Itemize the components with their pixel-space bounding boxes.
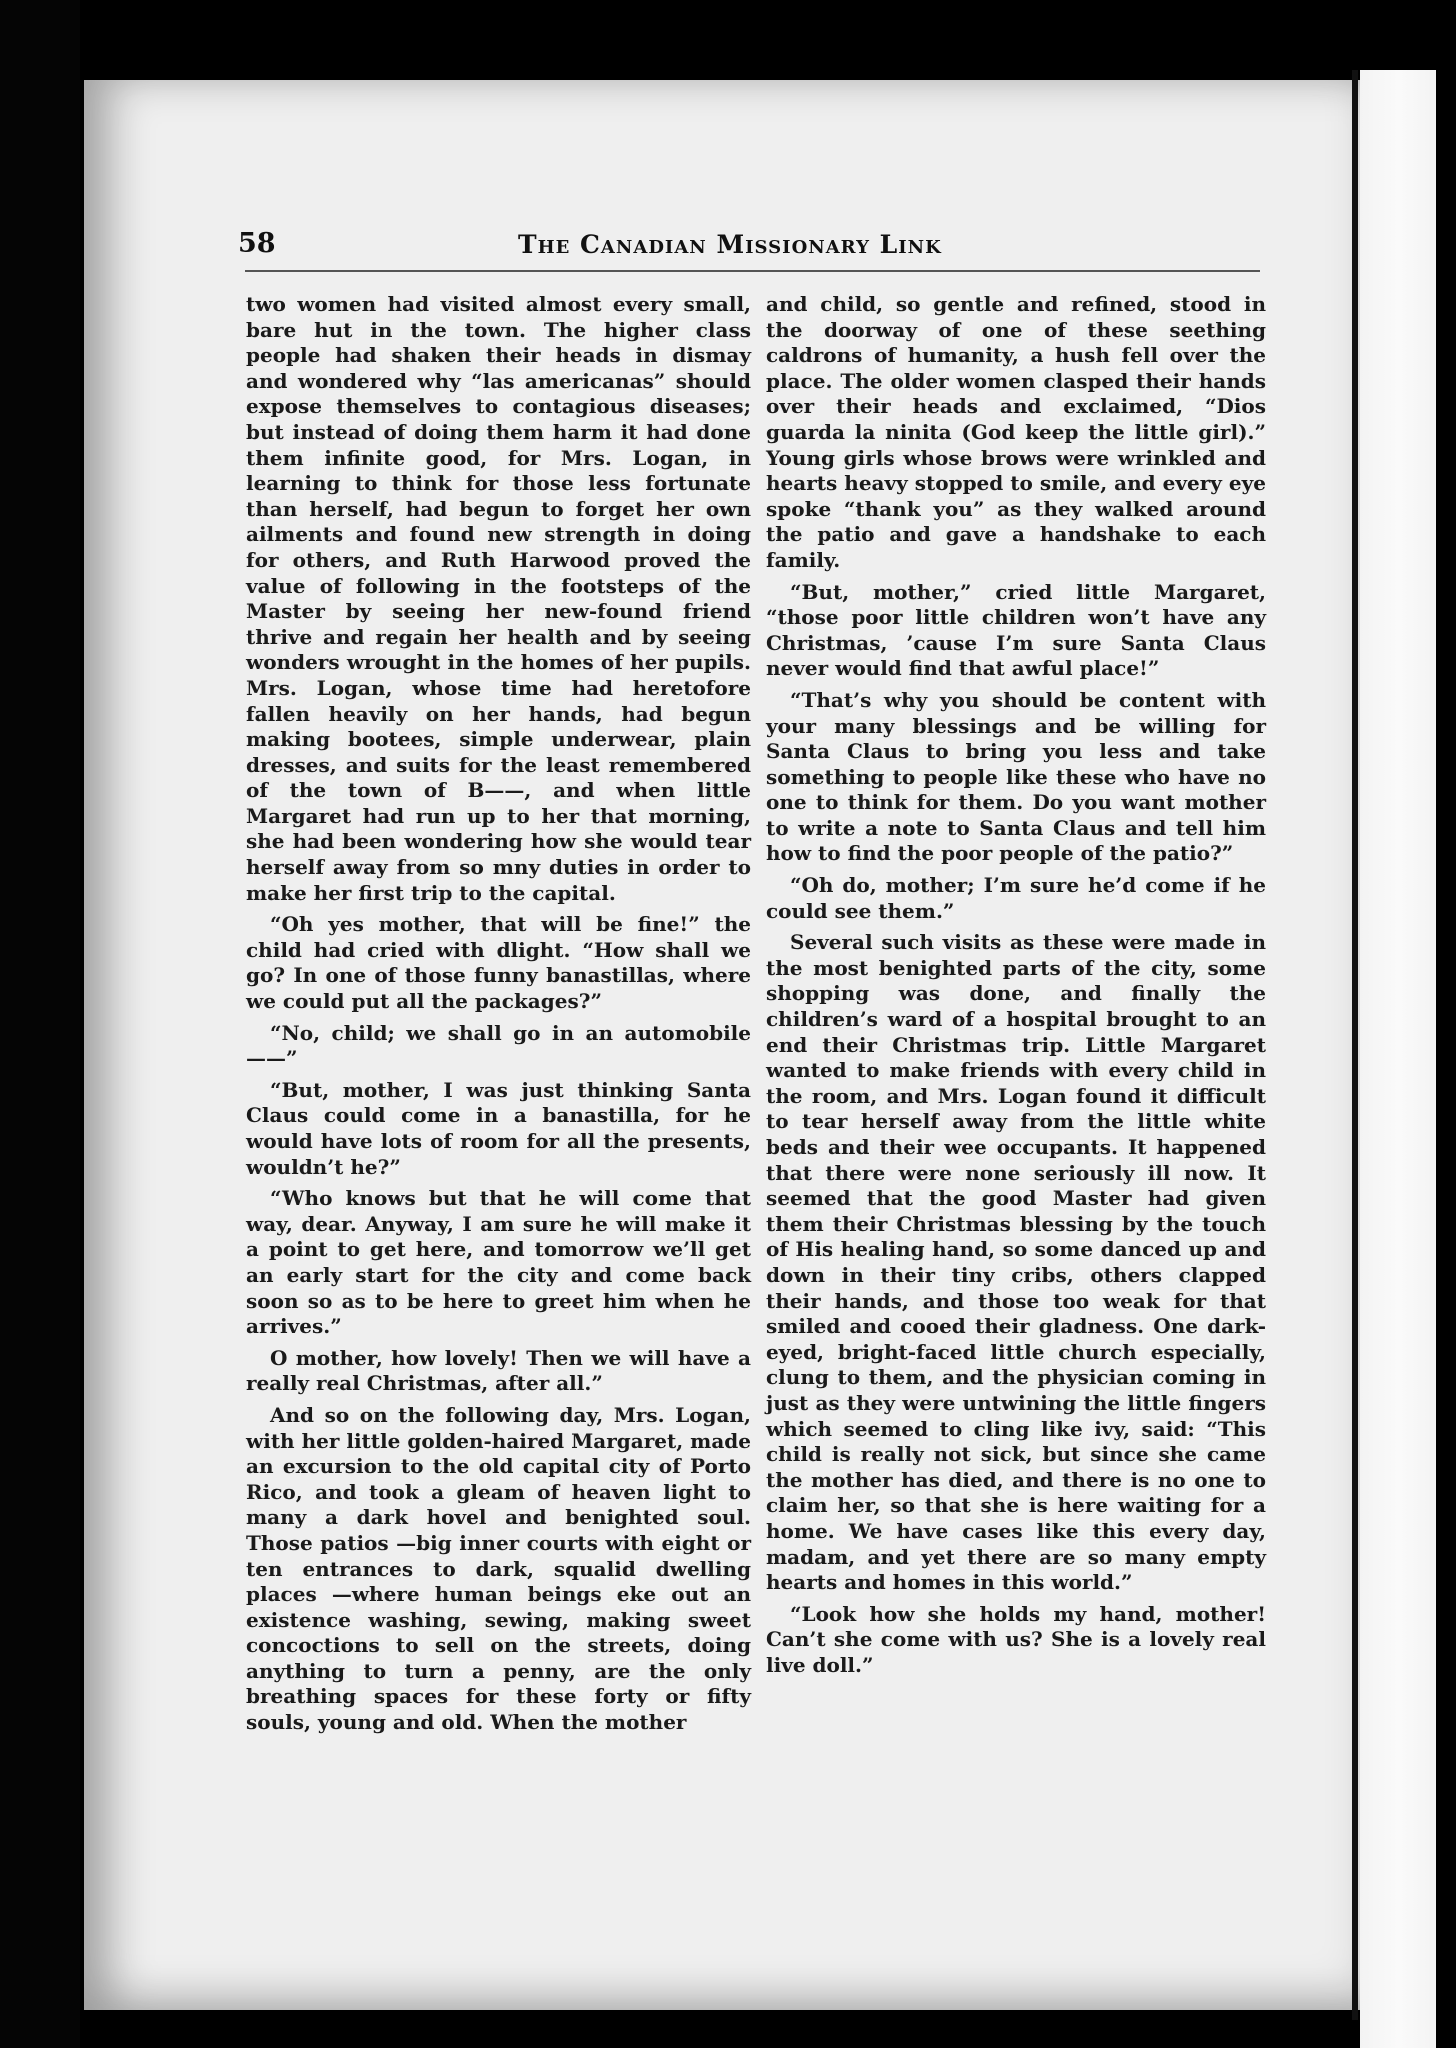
scan-border bbox=[1436, 70, 1456, 2048]
paragraph: “But, mother, I was just thinking Santa Claus could come in a banastilla, for he would have lots of room for all the presents, wouldn’t he?” bbox=[246, 1077, 751, 1179]
page-number: 58 bbox=[238, 228, 276, 259]
page-gutter-line bbox=[1352, 70, 1358, 2020]
paragraph: And so on the following day, Mrs. Logan, with her little golden-haired Margaret, made an excursion to the old capital city of Porto Rico, and took a gleam of heaven light to many a dark hovel and benighted soul. Those patios —big inner courts with eight or ten entrances to dark, squalid dwelling places —where human beings eke out an existence washing, sewing, making sweet concoctions to sell on the streets, doing anything to turn a penny, are the only breathing spaces for these forty or fifty souls, young and old. When the mother bbox=[246, 1402, 751, 1735]
paragraph: “But, mother,” cried little Margaret, “those poor little children won’t have any Christmas, ’cause I’m sure Santa Claus never would find that awful place!” bbox=[766, 579, 1266, 681]
book-spine-shadow bbox=[0, 0, 80, 2048]
paragraph: “Oh yes mother, that will be fine!” the child had cried with dlight. “How shall we go? In one of those funny banastillas, where we could put all the packages?” bbox=[246, 912, 751, 1014]
paragraph: “That’s why you should be content with your many blessings and be willing for Santa Claus to bring you less and take something to people like these who have no one to think for them. Do you want mother to write a note to Santa Claus and tell him how to find the poor people of the patio?” bbox=[766, 687, 1266, 866]
paragraph: “Oh do, mother; I’m sure he’d come if he could see them.” bbox=[766, 873, 1266, 923]
paragraph: “Who knows but that he will come that way, dear. Anyway, I am sure he will make it a point to get here, and tomorrow we’ll get an early start for the city and come back soon so as to be here to greet him when he arrives.” bbox=[246, 1186, 751, 1339]
page-header bbox=[238, 228, 1268, 268]
paragraph: “Look how she holds my hand, mother! Can’t she come with us? She is a lovely real live doll.” bbox=[766, 1601, 1266, 1677]
paragraph: O mother, how lovely! Then we will have a really real Christmas, after all.” bbox=[246, 1345, 751, 1396]
running-title: The Canadian Missionary Link bbox=[518, 230, 942, 259]
header-rule bbox=[245, 270, 1260, 272]
left-column bbox=[246, 292, 751, 1742]
paragraph: Several such visits as these were made in the most benighted parts of the city, some shopping was done, and finally the children’s ward of a hospital brought to an end their Christmas trip. Little Margaret wanted to make friends with every child in the room, and Mrs. Logan found it difficult to tear herself away from the little white beds and their wee occupants. It happened that there were none seriously ill now. It seemed that the good Master had given them their Christmas blessing by the touch of His healing hand, so some danced up and down in their tiny cribs, others clapped their hands, and those too weak for that smiled and cooed their gladness. One dark-eyed, bright-faced little church especially, clung to them, and the physician coming in just as they were untwining the little fingers which seemed to cling like ivy, said: “This child is really not sick, but since she came the mother has died, and there is no one to claim her, so that she is here waiting for a home. We have cases like this every day, madam, and yet there are so many empty hearts and homes in this world.” bbox=[766, 930, 1266, 1595]
right-column bbox=[766, 292, 1266, 1684]
paragraph: and child, so gentle and refined, stood in the doorway of one of these seething caldrons of humanity, a hush fell over the place. The older women clasped their hands over their heads and exclaimed, “Dios guarda la ninita (God keep the little girl).” Young girls whose brows were wrinkled and hearts heavy stopped to smile, and every eye spoke “thank you” as they walked around the patio and gave a handshake to each family. bbox=[766, 292, 1266, 572]
paragraph: two women had visited almost every small, bare hut in the town. The higher class people had shaken their heads in dismay and wondered why “las americanas” should expose themselves to contagious diseases; but instead of doing them harm it had done them infinite good, for Mrs. Logan, in learning to think for those less fortunate than herself, had begun to forget her own ailments and found new strength in doing for others, and Ruth Harwood proved the value of following in the footsteps of the Master by seeing her new-found friend thrive and regain her health and by seeing wonders wrought in the homes of her pupils. Mrs. Logan, whose time had heretofore fallen heavily on her hands, had begun making bootees, simple underwear, plain dresses, and suits for the least remembered of the town of B——, and when little Margaret had run up to her that morning, she had been wondering how she would tear herself away from so mny duties in order to make her first trip to the capital. bbox=[246, 292, 751, 905]
paragraph: “No, child; we shall go in an automobile——” bbox=[246, 1020, 751, 1071]
